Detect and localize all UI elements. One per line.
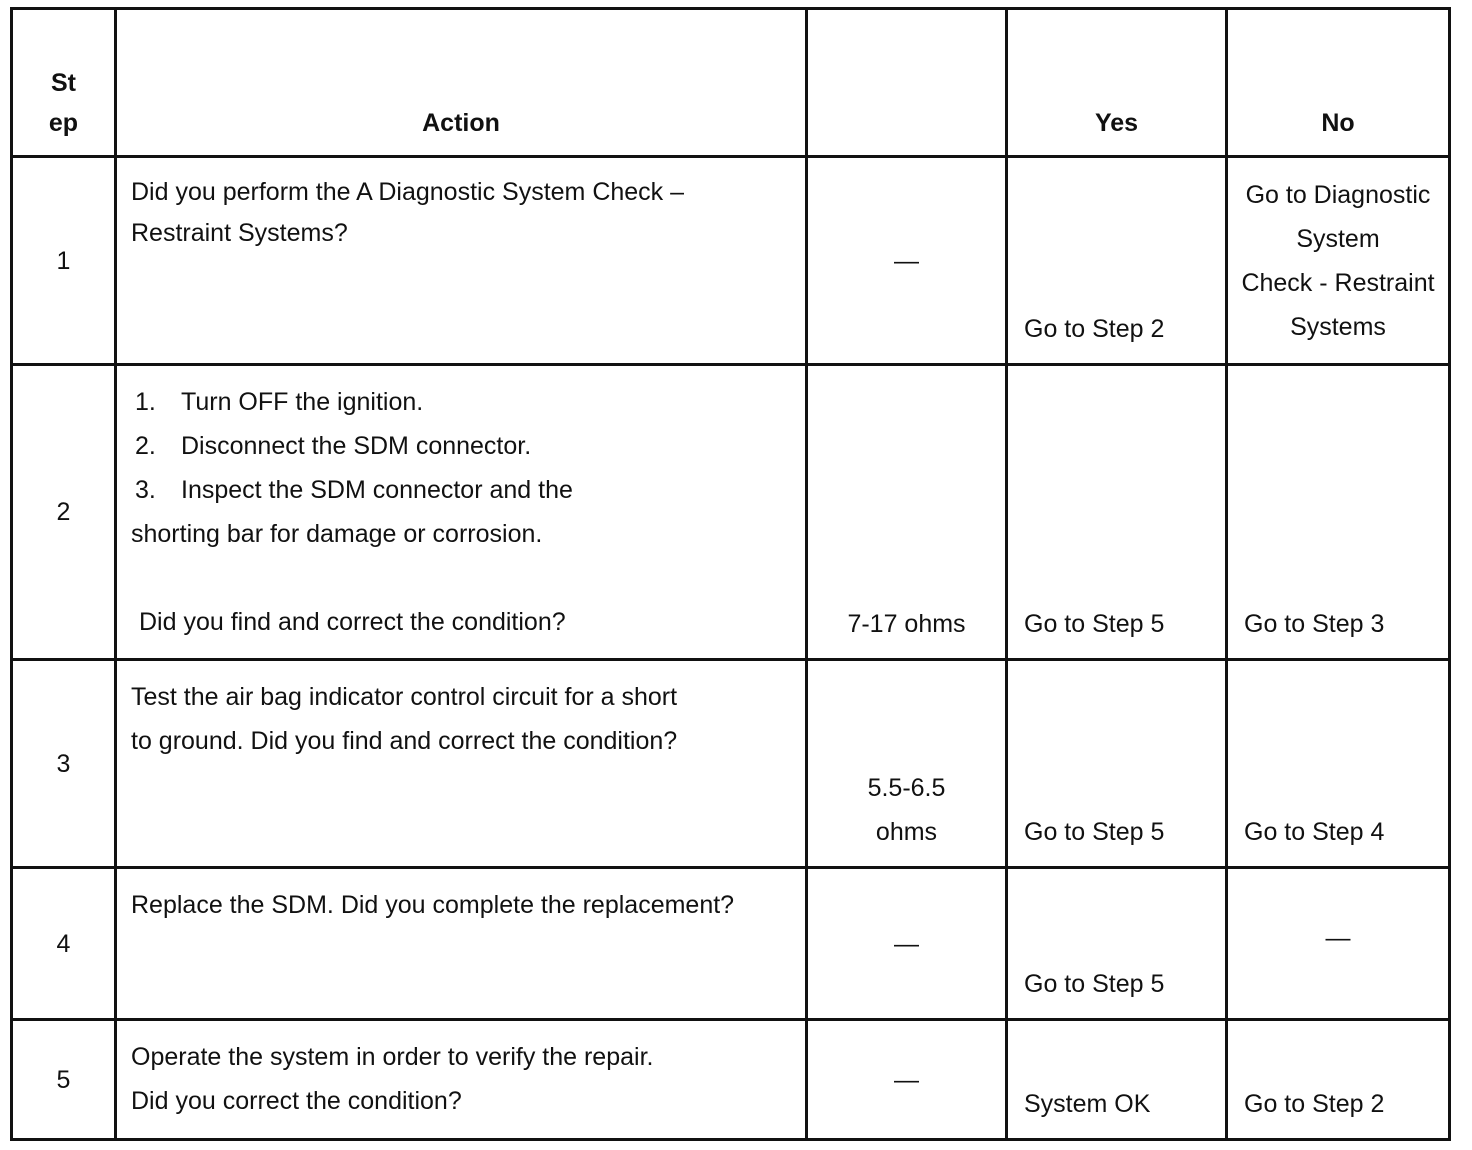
step-number: 1	[12, 157, 116, 365]
substep-continuation: shorting bar for damage or corrosion.	[131, 520, 543, 548]
no-text: Go to Diagnostic	[1245, 180, 1431, 209]
yes-cell: Go to Step 5	[1007, 365, 1227, 660]
action-text: Replace the SDM. Did you complete the replacement?	[131, 891, 735, 919]
value-text: 5.5-6.5	[867, 774, 946, 802]
action-cell	[116, 1020, 807, 1140]
action-cell	[116, 660, 807, 868]
header-step	[12, 9, 116, 157]
value-text: ohms	[875, 818, 938, 846]
substep-number: 1.	[135, 388, 156, 416]
step-number: 2	[12, 365, 116, 660]
action-text: Operate the system in order to verify the repair.	[131, 1043, 654, 1071]
no-cell: Go to Step 3	[1227, 365, 1450, 660]
no-text: Check - Restraint	[1241, 268, 1435, 297]
no-cell: Go to Step 2	[1227, 1020, 1450, 1140]
action-cell	[116, 157, 807, 365]
spacer	[131, 556, 791, 600]
yes-cell: Go to Step 2	[1007, 157, 1227, 365]
substep-number: 2.	[135, 432, 156, 460]
header-row	[12, 9, 1450, 157]
yes-cell: Go to Step 5	[1007, 660, 1227, 868]
action-text: Test the air bag indicator control circuit for a short	[131, 683, 678, 711]
action-text: Did you perform the A Diagnostic System Check –	[131, 178, 685, 206]
no-cell: Go to Step 4	[1227, 660, 1450, 868]
substep-text: Inspect the SDM connector and the	[181, 476, 573, 504]
substep	[131, 468, 791, 512]
no-cell: —	[1227, 868, 1450, 1020]
header-value	[807, 9, 1007, 157]
substep	[131, 424, 791, 468]
yes-cell: Go to Step 5	[1007, 868, 1227, 1020]
value-cell: —	[807, 157, 1007, 365]
action-text: Restraint Systems?	[131, 219, 348, 247]
diagnostic-table	[10, 7, 1451, 1141]
substep	[131, 380, 791, 424]
no-text: System	[1296, 224, 1380, 253]
no-text: Systems	[1290, 312, 1386, 341]
header-action: Action	[116, 9, 807, 157]
table-row	[12, 1020, 1450, 1140]
action-cell	[116, 365, 807, 660]
value-cell	[807, 660, 1007, 868]
value-cell: 7-17 ohms	[807, 365, 1007, 660]
no-cell	[1227, 157, 1450, 365]
action-cell	[116, 868, 807, 1020]
header-yes: Yes	[1007, 9, 1227, 157]
action-text: Did you correct the condition?	[131, 1087, 462, 1115]
action-question: Did you find and correct the condition?	[139, 608, 566, 636]
step-number: 5	[12, 1020, 116, 1140]
header-no: No	[1227, 9, 1450, 157]
yes-cell: System OK	[1007, 1020, 1227, 1140]
action-text: to ground. Did you find and correct the condition?	[131, 727, 678, 755]
header-step-line1: St	[51, 69, 76, 97]
step-number: 4	[12, 868, 116, 1020]
substep-text: Turn OFF the ignition.	[181, 388, 424, 416]
table-row	[12, 660, 1450, 868]
substep-text: Disconnect the SDM connector.	[181, 432, 532, 460]
value-cell: —	[807, 1020, 1007, 1140]
table-row	[12, 365, 1450, 660]
value-cell: —	[807, 868, 1007, 1020]
table-row	[12, 157, 1450, 365]
substep-number: 3.	[135, 476, 156, 504]
table-row	[12, 868, 1450, 1020]
header-step-line2: ep	[48, 109, 79, 137]
step-number: 3	[12, 660, 116, 868]
